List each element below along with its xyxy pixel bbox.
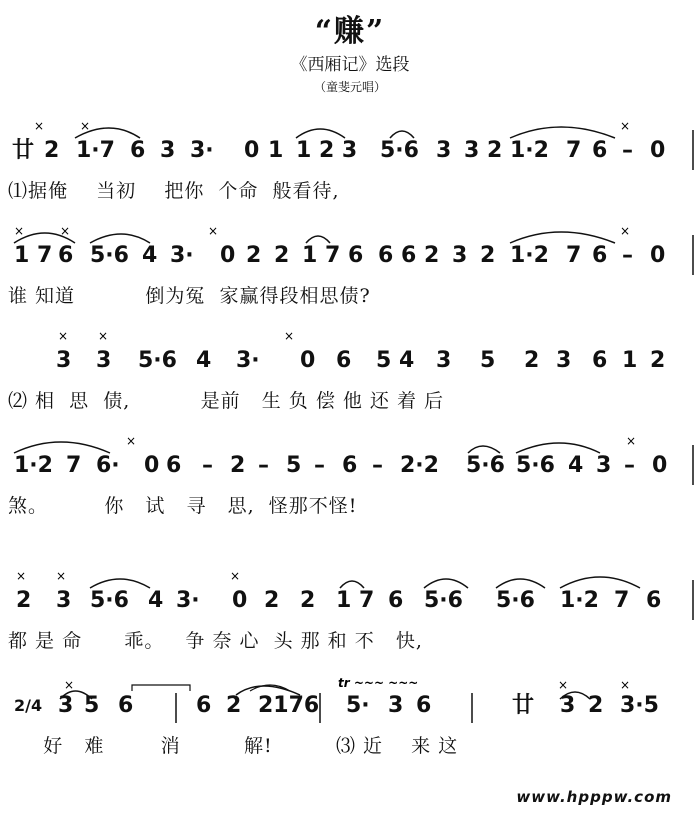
- note: 2176: [258, 693, 320, 718]
- note-row: [0, 665, 700, 725]
- lyric-line: 煞。 你 试 寻 思, 怪那不怪!: [8, 495, 358, 517]
- note: 6: [592, 243, 608, 268]
- note: 6: [646, 588, 662, 613]
- note: –: [372, 453, 383, 478]
- note: 5·: [346, 693, 370, 718]
- note: –: [258, 453, 269, 478]
- note: 2: [226, 693, 242, 718]
- note: 4: [142, 243, 158, 268]
- lyric-line: 谁 知道 倒为冤 家赢得段相思债?: [8, 285, 371, 307]
- note: 6 6: [378, 243, 417, 268]
- note: 1·7: [76, 138, 115, 163]
- note: 2: [16, 588, 32, 613]
- note: 7: [614, 588, 630, 613]
- svg-text:×: ×: [14, 224, 25, 238]
- note: 2: [230, 453, 246, 478]
- note: 5·6: [380, 138, 419, 163]
- note: 3: [388, 693, 404, 718]
- note: 6: [166, 453, 182, 478]
- note: 1: [622, 348, 638, 373]
- svg-text:×: ×: [16, 569, 27, 583]
- svg-text:×: ×: [620, 119, 631, 133]
- note: 6: [196, 693, 212, 718]
- svg-text:×: ×: [230, 569, 241, 583]
- svg-text:×: ×: [620, 224, 631, 238]
- svg-text:×: ×: [626, 434, 637, 448]
- note: 6: [58, 243, 74, 268]
- note: 5·6: [90, 243, 129, 268]
- note: 5: [286, 453, 302, 478]
- note: 2: [300, 588, 316, 613]
- note: 7: [566, 243, 582, 268]
- svg-text:×: ×: [80, 119, 91, 133]
- page-subtitle: 《西厢记》选段: [290, 55, 410, 75]
- note: –: [202, 453, 213, 478]
- note: 7: [566, 138, 582, 163]
- note: 3: [56, 348, 72, 373]
- svg-text:×: ×: [56, 569, 67, 583]
- note: 6: [336, 348, 352, 373]
- note: 2: [424, 243, 440, 268]
- note: 3: [96, 348, 112, 373]
- note: 3: [556, 348, 572, 373]
- note: 6: [342, 453, 358, 478]
- note: 6: [416, 693, 432, 718]
- note: 0: [220, 243, 236, 268]
- note: 4: [196, 348, 212, 373]
- note: 5·6: [138, 348, 177, 373]
- note: 6·: [96, 453, 120, 478]
- note: 6: [388, 588, 404, 613]
- note-row: [0, 560, 700, 620]
- note: 3: [58, 693, 74, 718]
- note: 5·6: [424, 588, 463, 613]
- note: 1·2: [560, 588, 599, 613]
- performer-credit: （童斐元唱）: [313, 80, 386, 94]
- note: 3·5: [620, 693, 659, 718]
- lyric-line: ⑴据俺 当初 把你 个命 般看待,: [8, 180, 340, 202]
- note: 2: [524, 348, 540, 373]
- note: 6: [348, 243, 364, 268]
- note: 7: [66, 453, 82, 478]
- note: 2: [274, 243, 290, 268]
- note-row: [0, 425, 700, 485]
- svg-text:×: ×: [284, 329, 295, 343]
- note: 2·2: [400, 453, 439, 478]
- time-signature: 2/4: [14, 696, 43, 715]
- svg-text:×: ×: [58, 329, 69, 343]
- lyric-line: 都 是 命 乖。 争 奈 心 头 那 和 不 快,: [8, 630, 423, 652]
- note: 5 4: [376, 348, 415, 373]
- svg-text:×: ×: [34, 119, 45, 133]
- note: 3·: [236, 348, 260, 373]
- note-row: [0, 320, 700, 380]
- note: 3: [560, 693, 576, 718]
- note: 3·: [176, 588, 200, 613]
- note: 1: [268, 138, 284, 163]
- note: 廿: [512, 693, 535, 718]
- note: 1·2: [14, 453, 53, 478]
- note: 0: [244, 138, 260, 163]
- note: 0: [300, 348, 316, 373]
- note: 5: [480, 348, 496, 373]
- note: 5: [84, 693, 100, 718]
- note: 1 7: [14, 243, 53, 268]
- svg-text:×: ×: [98, 329, 109, 343]
- note: 6: [118, 693, 134, 718]
- note: 1·2: [510, 243, 549, 268]
- note: –: [622, 138, 633, 163]
- note: 3 2: [464, 138, 503, 163]
- note-row: [0, 215, 700, 275]
- note: –: [624, 453, 635, 478]
- note: –: [622, 243, 633, 268]
- note: 2: [588, 693, 604, 718]
- note: 2: [480, 243, 496, 268]
- note: 6: [130, 138, 146, 163]
- site-watermark: www.hpppw.com: [516, 788, 672, 806]
- note: 0: [652, 453, 668, 478]
- note: 1 2 3: [296, 138, 358, 163]
- svg-text:×: ×: [60, 224, 71, 238]
- svg-text:×: ×: [126, 434, 137, 448]
- note: 3: [452, 243, 468, 268]
- note: 廿: [12, 138, 35, 163]
- svg-text:×: ×: [64, 678, 75, 692]
- lyric-line: 好 难 消 解! ⑶ 近 来 这: [8, 735, 459, 757]
- note: 2: [650, 348, 666, 373]
- svg-text:tr ~~~ ~~~: tr ~~~ ~~~: [338, 676, 419, 690]
- note: 3: [56, 588, 72, 613]
- note: 6: [592, 348, 608, 373]
- note: 3·: [190, 138, 214, 163]
- note: 5·6: [466, 453, 505, 478]
- note: 3: [436, 138, 452, 163]
- svg-text:×: ×: [558, 678, 569, 692]
- note: 0: [650, 243, 666, 268]
- note: 3·: [170, 243, 194, 268]
- note: 3: [596, 453, 612, 478]
- lyric-line: ⑵ 相 思 债, 是前 生 负 偿 他 还 着 后: [8, 390, 444, 412]
- note: 2: [44, 138, 60, 163]
- note: 1 7: [336, 588, 375, 613]
- note-row: [0, 110, 700, 170]
- note: 5·6: [516, 453, 555, 478]
- note: 5·6: [496, 588, 535, 613]
- note: 1 7: [302, 243, 341, 268]
- note: 0: [650, 138, 666, 163]
- note: –: [314, 453, 325, 478]
- note: 6: [592, 138, 608, 163]
- page-title: “赚”: [314, 14, 386, 49]
- svg-text:×: ×: [208, 224, 219, 238]
- svg-text:×: ×: [620, 678, 631, 692]
- note: 0: [144, 453, 160, 478]
- note: 4: [148, 588, 164, 613]
- note: 5·6: [90, 588, 129, 613]
- note: 2: [246, 243, 262, 268]
- note: 0: [232, 588, 248, 613]
- note: 3: [436, 348, 452, 373]
- note: 1·2: [510, 138, 549, 163]
- note: 4: [568, 453, 584, 478]
- note: 3: [160, 138, 176, 163]
- note: 2: [264, 588, 280, 613]
